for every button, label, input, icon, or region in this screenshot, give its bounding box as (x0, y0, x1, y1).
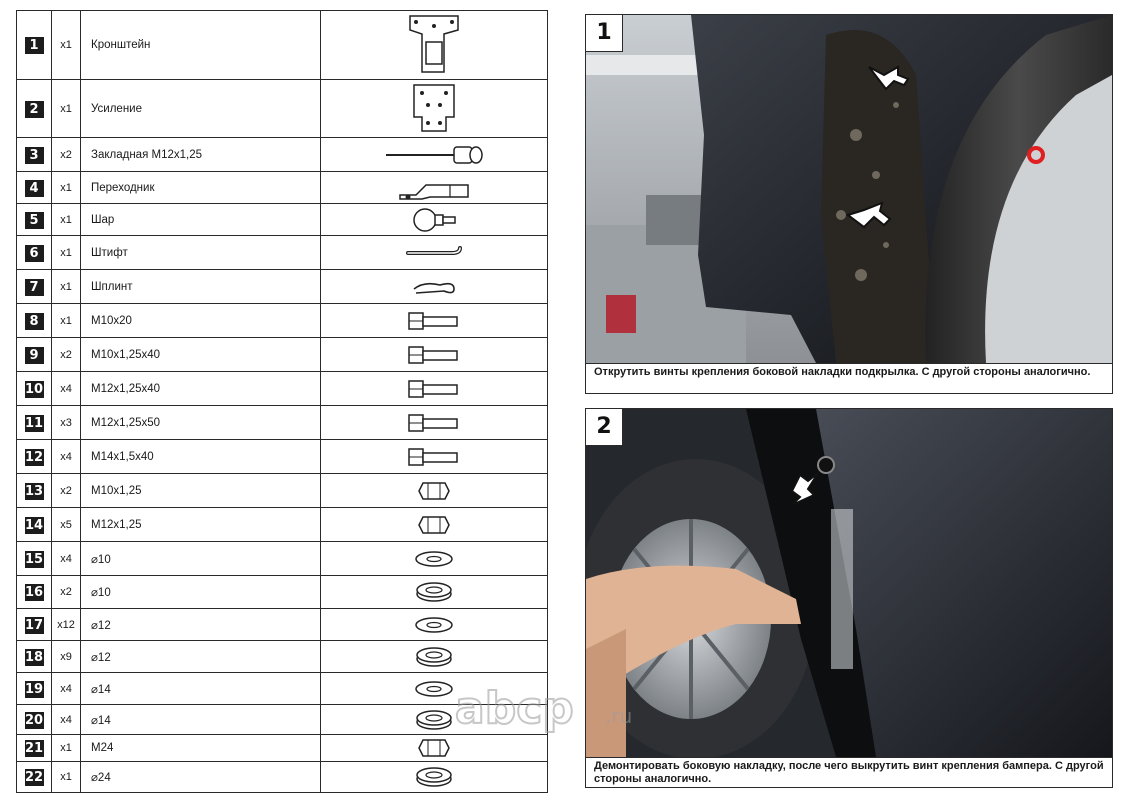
part-quantity: x4 (52, 705, 81, 735)
part-number: 8 (25, 313, 44, 330)
bolt-icon (321, 304, 547, 337)
step-2-caption: Демонтировать боковую накладку, после чего выкрутить винт крепления бампера. С другой стороны аналогично. (586, 757, 1112, 787)
part-picture-cell (321, 440, 548, 474)
part-quantity: x4 (52, 673, 81, 705)
bolt-icon (321, 440, 547, 473)
part-quantity: x2 (52, 338, 81, 372)
part-name: M12x1,25x40 (81, 372, 321, 406)
step-1-caption: Открутить винты крепления боковой накладки подкрылка. С другой стороны аналогично. (586, 363, 1112, 393)
part-quantity: x4 (52, 542, 81, 576)
step-2-panel (585, 408, 1113, 788)
step-2-photo-illustration (586, 409, 1112, 757)
part-row (17, 270, 548, 304)
part-picture-cell (321, 762, 548, 793)
part-number-cell (17, 11, 52, 80)
part-name: M12x1,25 (81, 508, 321, 542)
part-quantity: x2 (52, 576, 81, 609)
part-name: M14x1,5x40 (81, 440, 321, 474)
part-quantity: x12 (52, 609, 81, 641)
parts-table-body (17, 11, 548, 793)
part-number: 5 (25, 212, 44, 229)
part-row (17, 406, 548, 440)
part-number: 11 (24, 415, 44, 431)
parts-table (16, 10, 548, 793)
step-1-photo-illustration (586, 15, 1112, 363)
part-name: M10x1,25x40 (81, 338, 321, 372)
part-row (17, 338, 548, 372)
part-number: 16 (24, 585, 44, 600)
part-number-cell (17, 80, 52, 138)
part-name: ⌀14 (81, 705, 321, 735)
watermark-suffix: .ru (605, 704, 633, 728)
part-number-cell (17, 138, 52, 172)
part-row (17, 172, 548, 204)
hex-nut-icon (321, 735, 547, 761)
spring-washer-icon (321, 576, 547, 608)
part-name: M12x1,25x50 (81, 406, 321, 440)
part-row (17, 762, 548, 793)
part-quantity: x2 (52, 138, 81, 172)
part-row (17, 138, 548, 172)
step-1-photo (586, 15, 1112, 363)
part-picture-cell (321, 270, 548, 304)
part-row (17, 508, 548, 542)
embedded-nut-icon (321, 138, 547, 171)
part-number-cell (17, 542, 52, 576)
part-number-cell (17, 474, 52, 508)
tow-ball-icon (321, 204, 547, 235)
part-number: 22 (24, 770, 44, 785)
part-number-cell (17, 673, 52, 705)
watermark-brand: abcp (455, 685, 574, 734)
part-number-cell (17, 609, 52, 641)
part-picture-cell (321, 542, 548, 576)
part-number: 7 (25, 279, 44, 296)
step-2-number: 2 (586, 409, 623, 446)
step-1-panel (585, 14, 1113, 394)
adapter-icon (321, 172, 547, 203)
part-name: Штифт (81, 236, 321, 270)
part-number-cell (17, 406, 52, 440)
part-quantity: x1 (52, 762, 81, 793)
part-name: M24 (81, 735, 321, 762)
part-picture-cell (321, 204, 548, 236)
part-number-cell (17, 508, 52, 542)
part-row (17, 11, 548, 80)
part-quantity: x5 (52, 508, 81, 542)
part-name: ⌀14 (81, 673, 321, 705)
part-row (17, 609, 548, 641)
part-row (17, 236, 548, 270)
part-number: 21 (24, 741, 44, 756)
part-picture-cell (321, 735, 548, 762)
part-quantity: x9 (52, 641, 81, 673)
part-number: 12 (24, 449, 44, 465)
part-number-cell (17, 338, 52, 372)
part-number: 19 (24, 681, 44, 697)
hex-nut-icon (321, 474, 547, 507)
part-number: 4 (25, 180, 44, 197)
part-number-cell (17, 304, 52, 338)
part-number-cell (17, 641, 52, 673)
part-picture-cell (321, 236, 548, 270)
pin-icon (321, 236, 547, 269)
part-quantity: x1 (52, 80, 81, 138)
part-row (17, 204, 548, 236)
part-number-cell (17, 172, 52, 204)
part-picture-cell (321, 641, 548, 673)
part-number-cell (17, 270, 52, 304)
part-picture-cell (321, 609, 548, 641)
part-picture-cell (321, 406, 548, 440)
step-2-photo (586, 409, 1112, 757)
part-quantity: x1 (52, 270, 81, 304)
part-quantity: x1 (52, 304, 81, 338)
bracket-icon (321, 11, 547, 79)
part-name: ⌀10 (81, 576, 321, 609)
part-quantity: x1 (52, 735, 81, 762)
part-number: 20 (24, 712, 44, 728)
part-quantity: x4 (52, 440, 81, 474)
part-name: ⌀12 (81, 609, 321, 641)
part-number-cell (17, 204, 52, 236)
step-1-number: 1 (586, 15, 623, 52)
part-name: ⌀24 (81, 762, 321, 793)
part-number-cell (17, 735, 52, 762)
part-row (17, 735, 548, 762)
part-number: 1 (25, 37, 44, 54)
part-quantity: x4 (52, 372, 81, 406)
part-number: 18 (24, 649, 44, 665)
part-name: Кронштейн (81, 11, 321, 80)
part-number-cell (17, 372, 52, 406)
part-row (17, 576, 548, 609)
part-number-cell (17, 440, 52, 474)
part-row (17, 372, 548, 406)
flat-washer-icon (321, 542, 547, 575)
part-picture-cell (321, 474, 548, 508)
spring-washer-icon (321, 641, 547, 672)
part-picture-cell (321, 576, 548, 609)
part-row (17, 641, 548, 673)
part-name: M10x1,25 (81, 474, 321, 508)
part-quantity: x1 (52, 204, 81, 236)
part-name: M10x20 (81, 304, 321, 338)
part-picture-cell (321, 80, 548, 138)
part-number-cell (17, 236, 52, 270)
part-row (17, 80, 548, 138)
part-quantity: x1 (52, 11, 81, 80)
bolt-icon (321, 406, 547, 439)
part-row (17, 440, 548, 474)
part-picture-cell (321, 304, 548, 338)
part-number: 13 (24, 483, 44, 499)
part-picture-cell (321, 372, 548, 406)
part-picture-cell (321, 508, 548, 542)
part-row (17, 474, 548, 508)
part-number-cell (17, 576, 52, 609)
part-number: 14 (24, 517, 44, 533)
part-picture-cell (321, 138, 548, 172)
part-number: 2 (25, 101, 44, 118)
part-quantity: x1 (52, 172, 81, 204)
reinforcement-plate-icon (321, 80, 547, 137)
part-number: 17 (24, 617, 44, 633)
bolt-icon (321, 372, 547, 405)
part-name: ⌀12 (81, 641, 321, 673)
spring-washer-icon (321, 762, 547, 792)
flat-washer-icon (321, 609, 547, 640)
watermark-logo (455, 685, 655, 735)
part-number: 6 (25, 245, 44, 262)
part-number-cell (17, 705, 52, 735)
part-picture-cell (321, 172, 548, 204)
part-number: 15 (24, 551, 44, 567)
part-name: Переходник (81, 172, 321, 204)
part-picture-cell (321, 338, 548, 372)
part-name: ⌀10 (81, 542, 321, 576)
part-name: Шар (81, 204, 321, 236)
part-quantity: x3 (52, 406, 81, 440)
part-number-cell (17, 762, 52, 793)
bolt-icon (321, 338, 547, 371)
part-quantity: x2 (52, 474, 81, 508)
part-row (17, 304, 548, 338)
part-number: 10 (24, 381, 44, 397)
hex-nut-icon (321, 508, 547, 541)
part-quantity: x1 (52, 236, 81, 270)
part-number: 9 (25, 347, 44, 364)
part-name: Шплинт (81, 270, 321, 304)
cotter-pin-icon (321, 270, 547, 303)
part-number: 3 (25, 147, 44, 164)
part-name: Закладная M12x1,25 (81, 138, 321, 172)
part-row (17, 542, 548, 576)
part-picture-cell (321, 11, 548, 80)
part-name: Усиление (81, 80, 321, 138)
